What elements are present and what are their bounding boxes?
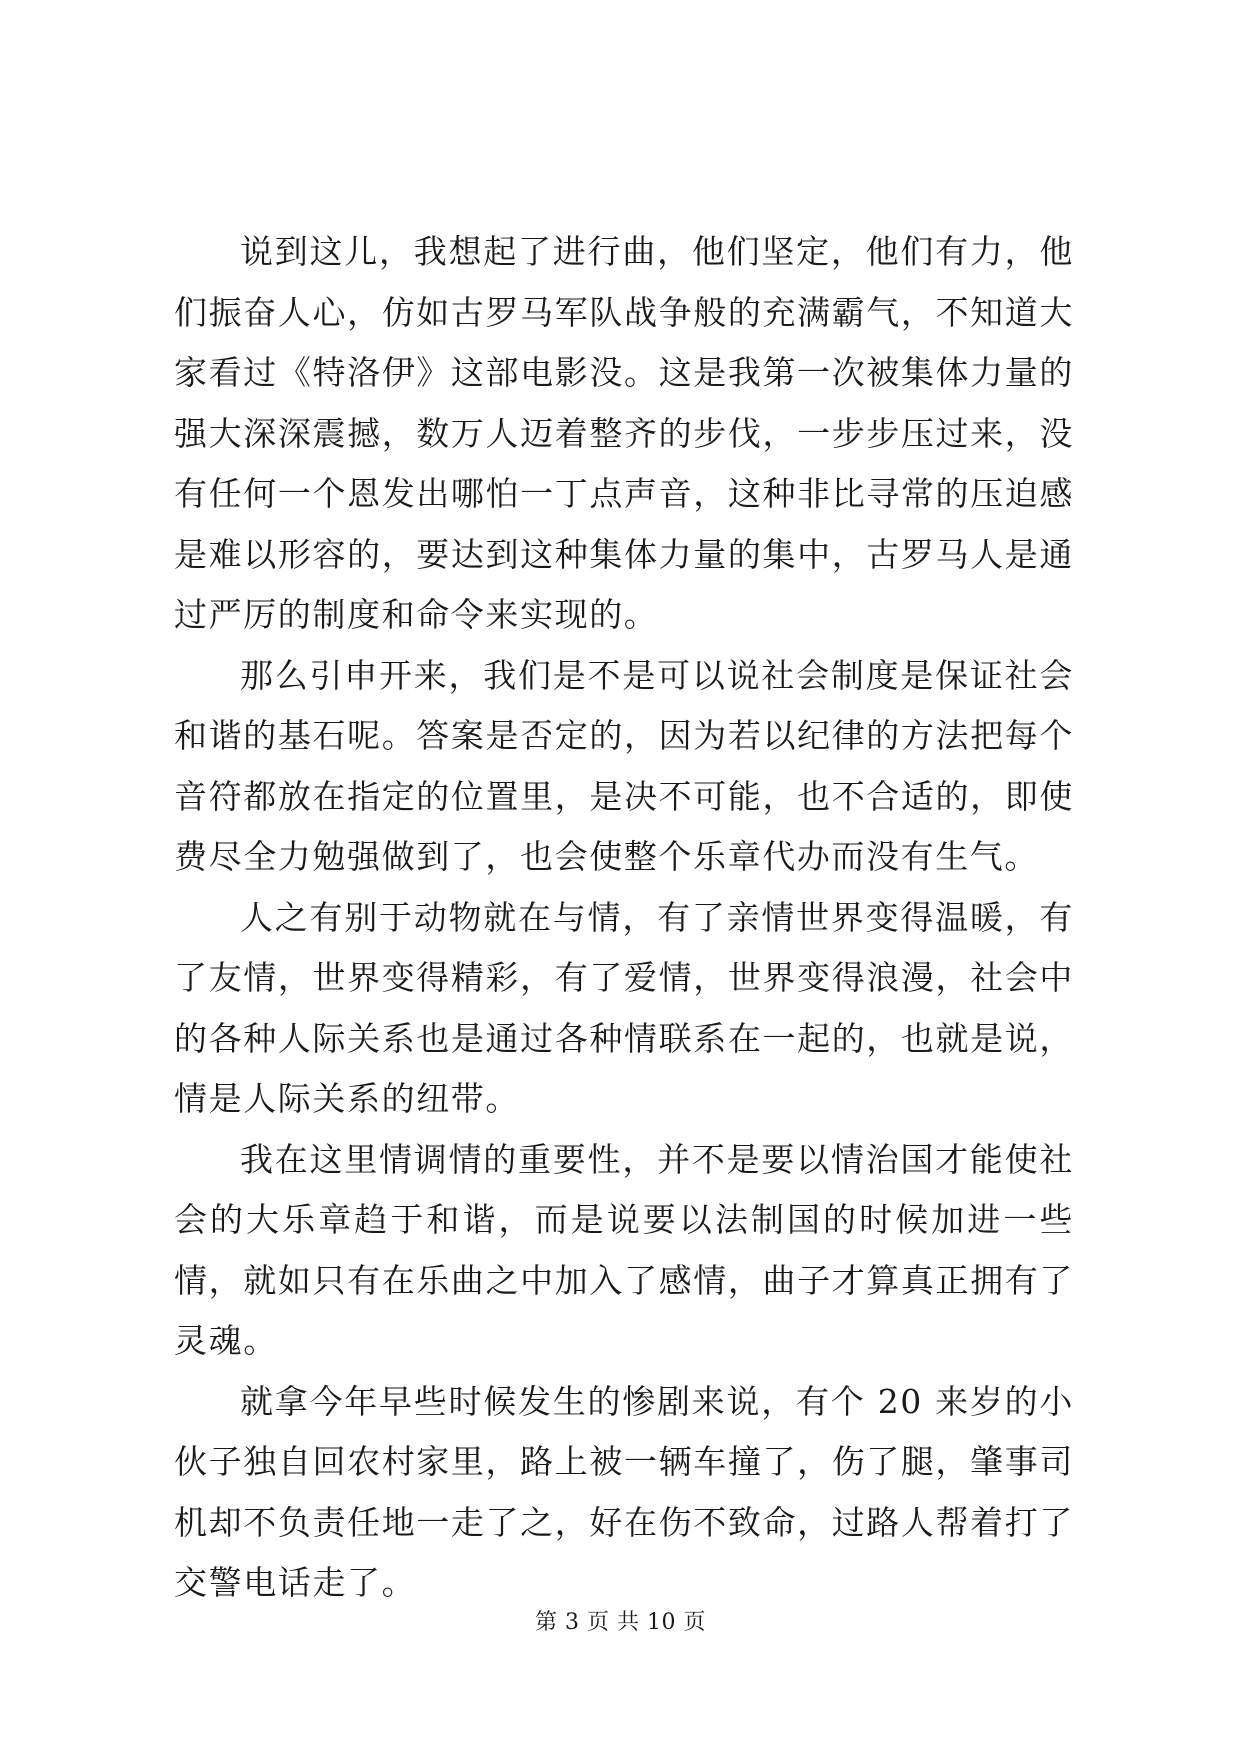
page-number-footer: 第 3 页 共 10 页	[535, 1610, 706, 1635]
paragraph-3: 人之有别于动物就在与情，有了亲情世界变得温暖，有了友情，世界变得精彩，有了爱情，世界变得浪漫，社会中的各种人际关系也是通过各种情联系在一起的，也就是说，情是人际关系的纽带。	[174, 897, 1074, 1118]
paragraph-4: 我在这里情调情的重要性，并不是要以情治国才能使社会的大乐章趋于和谐，而是说要以法制国的时候加进一些情，就如只有在乐曲之中加入了感情，曲子才算真正拥有了灵魂。	[174, 1139, 1074, 1360]
paragraph-1: 说到这儿，我想起了进行曲，他们坚定，他们有力，他们振奋人心，仿如古罗马军队战争般的充满霸气，不知道大家看过《特洛伊》这部电影没。这是我第一次被集体力量的强大深深震撼，数万人迈着整齐的步伐，一步步压过来，没有任何一个恩发出哪怕一丁点声音，这种非比寻常的压迫感是难以形容的，要达到这种集体力量的集中，古罗马人是通过严厉的制度和命令来实现的。	[174, 232, 1074, 634]
paragraph-5: 就拿今年早些时候发生的惨剧来说，有个 20 来岁的小伙子独自回农村家里，路上被一辆车撞了，伤了腿，肇事司机却不负责任地一走了之，好在伤不致命，过路人帮着打了交警电话走了。	[174, 1381, 1074, 1602]
body-text	[174, 222, 1074, 1614]
paragraph-2: 那么引申开来，我们是不是可以说社会制度是保证社会和谐的基石呢。答案是否定的，因为若以纪律的方法把每个音符都放在指定的位置里，是决不可能，也不合适的，即使费尽全力勉强做到了，也会使整个乐章代办而没有生气。	[174, 655, 1074, 876]
